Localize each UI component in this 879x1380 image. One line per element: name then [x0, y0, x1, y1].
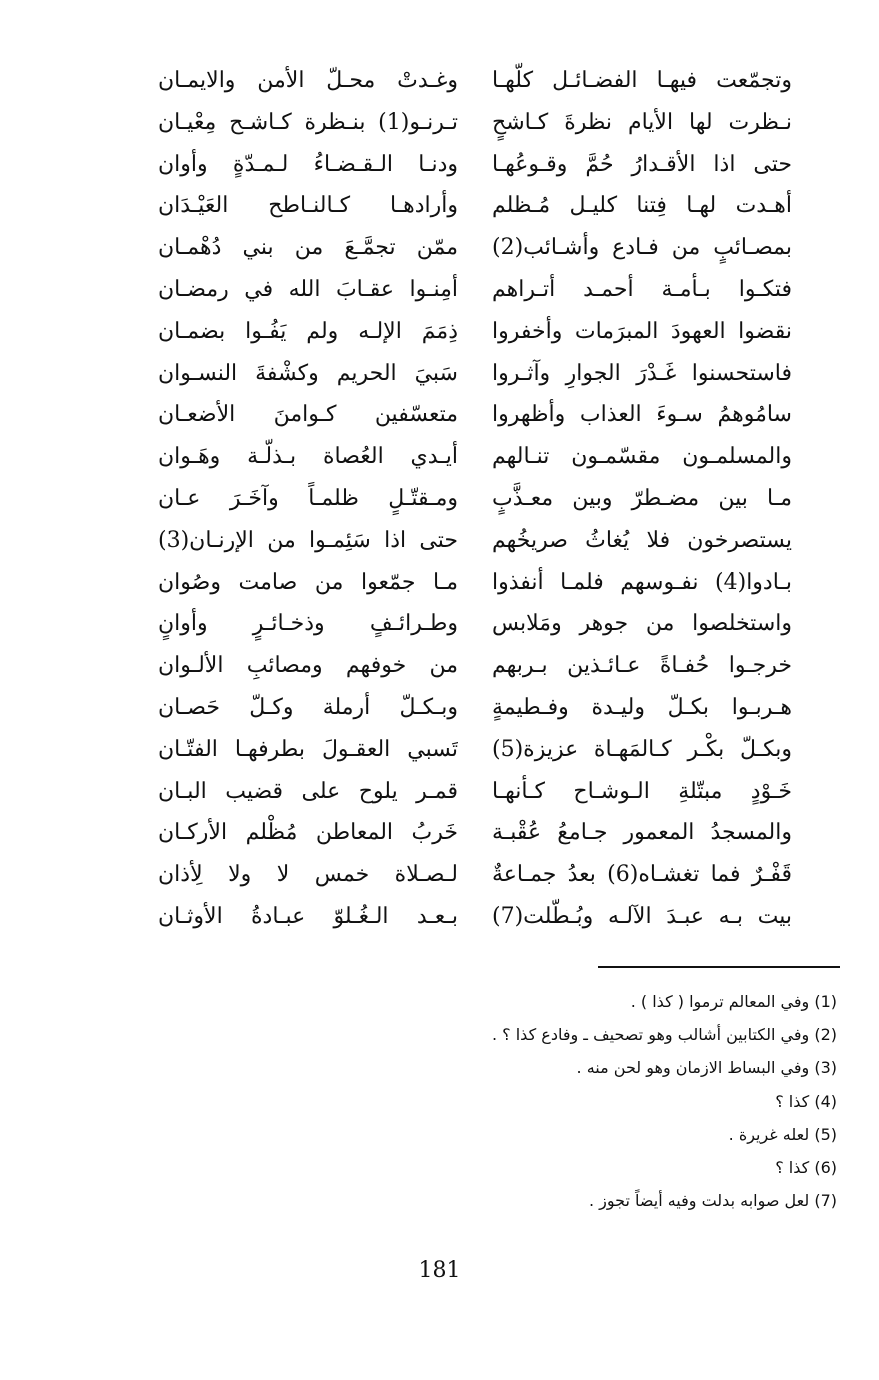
verse-line: خَربُ المعاطن مُظْلم الأركـان — [158, 820, 458, 846]
verse-line: أهـدت لهـا فِتنا كليـل مُـظلم — [492, 193, 792, 219]
verse-line: بيت بـه عبـدَ الآلـه وبُـطّلت(7) — [492, 903, 792, 929]
verse-line: ومـقتّـلٍ ظلمـاً وآخَـرَ عـان — [158, 485, 458, 511]
verse-line: بـعـد الـغُـلوّ عبـادةُ الأوثـان — [158, 903, 458, 929]
verse-line: سَبيَ الحريم وكشْفةَ النسـوان — [158, 360, 458, 386]
verse-line: قَفْـرٌ فما تغشـاه(6) بعدُ جمـاعةٌ — [492, 862, 792, 888]
verse-line: وبكـلّ بكْـر كـالمَهـاة عزيزة(5) — [492, 736, 792, 762]
verse-line: مـا جمّعوا من صامت وصُوان — [158, 569, 458, 595]
footnotes — [277, 985, 837, 1217]
page-number: 181 — [418, 1258, 461, 1283]
verse-line: أيـدي العُصاة بـذلّـة وهَـوان — [158, 444, 458, 470]
verse-line: حتى اذا الأقـدارُ حُمَّ وقـوعُهـا — [492, 151, 792, 177]
verse-line: خرجـوا حُفـاةً عـائـذين بـربهم — [492, 653, 792, 679]
footnote: (5) لعله غريرة . — [728, 1124, 837, 1144]
verse-line: بـادوا(4) نفـوسهم فلمـا أنفذوا — [492, 569, 792, 595]
footnote: (3) وفي البساط الازمان وهو لحن منه . — [576, 1058, 837, 1078]
poem-left-column — [158, 60, 458, 938]
verse-line: ذِمَمَ الإلـه ولم يَفُـوا بضمـان — [158, 318, 458, 344]
verse-line: بمصـائبٍ من فـادع وأشـائب(2) — [492, 235, 792, 261]
verse-line: وأرادهـا كـالنـاطح العَيْـدَان — [158, 193, 458, 219]
footnote: (6) كذا ؟ — [775, 1157, 837, 1177]
verse-line: فاستحسنوا غَـدْرَ الجوارِ وآثـروا — [492, 360, 792, 386]
footnote: (4) كذا ؟ — [775, 1091, 837, 1111]
footnote: (1) وفي المعالم ترموا ( كذا ) . — [630, 992, 837, 1011]
verse-line: والمسلمـون مقسّمـون تنـالهم — [492, 444, 792, 470]
verse-line: قمـر يلوح على قضيب البـان — [158, 778, 458, 804]
verse-line: سامُوهمُ سـوءَ العذاب وأظهروا — [492, 402, 792, 428]
verse-line: وتجمّعت فيهـا الفضـائـل كلّهـا — [492, 68, 792, 93]
footnote: (2) وفي الكتابين أشالب وهو تصحيف ـ وفادع كذا ؟ . — [491, 1025, 837, 1045]
verse-line: من خوفهم ومصائبِ الألـوان — [158, 653, 458, 679]
verse-line: متعسّفين كـوامنَ الأضعـان — [158, 402, 458, 428]
verse-line: وغـدتْ محـلّ الأمن والايمـان — [158, 68, 458, 93]
verse-line: حتى اذا سَئِمـوا من الإرنـان(3) — [158, 527, 458, 553]
verse-line: ودنـا الـقـضـاءُ لـمـدّةٍ وأوان — [158, 151, 458, 177]
verse-line: فتكـوا بـأمـة أحمـد أتـراهم — [492, 276, 792, 302]
verse-line: تَسبي العقـولَ بطرفهـا الفتّـان — [158, 736, 458, 762]
verse-line: يستصرخون فلا يُغاثُ صريخُهم — [492, 527, 792, 553]
poem-right-column — [492, 60, 792, 938]
verse-line: ممّن تجمَّـعَ من بني دُهْمـان — [158, 235, 458, 261]
verse-line: لـصـلاة خمس لا ولا لِأذان — [158, 862, 458, 888]
verse-line: أمِنـوا عقـابَ الله في رمضـان — [158, 276, 458, 302]
verse-line: هـربـوا بكـلّ وليـدة وفـطيمةٍ — [492, 694, 792, 720]
verse-line: مـا بين مضـطرّ وبين معـذَّبٍ — [492, 485, 792, 511]
footnote-divider — [598, 966, 840, 968]
verse-line: تـرنـو(1) بنـظرة كـاشـح مِعْيـان — [158, 109, 458, 135]
verse-line: نقضوا العهودَ المبرَمات وأخفروا — [492, 318, 792, 344]
footnote: (7) لعل صوابه بدلت وفيه أيضاً تجوز . — [588, 1191, 837, 1211]
verse-line: والمسجدُ المعمور جـامعُ عُقْبـة — [492, 820, 792, 846]
verse-line: واستخلصوا من جوهر ومَلابس — [492, 611, 792, 637]
verse-line: وبـكـلّ أرملة وكـلّ حَصـان — [158, 694, 458, 720]
verse-line: وطـرائـفٍ وذخـائـرٍ وأوانٍ — [158, 611, 458, 637]
verse-line: نـظرت لها الأيام نظرةَ كـاشحٍ — [492, 109, 792, 135]
verse-line: خَـوْدٍ مبتّلةِ الـوشـاح كـأنهـا — [492, 778, 792, 804]
